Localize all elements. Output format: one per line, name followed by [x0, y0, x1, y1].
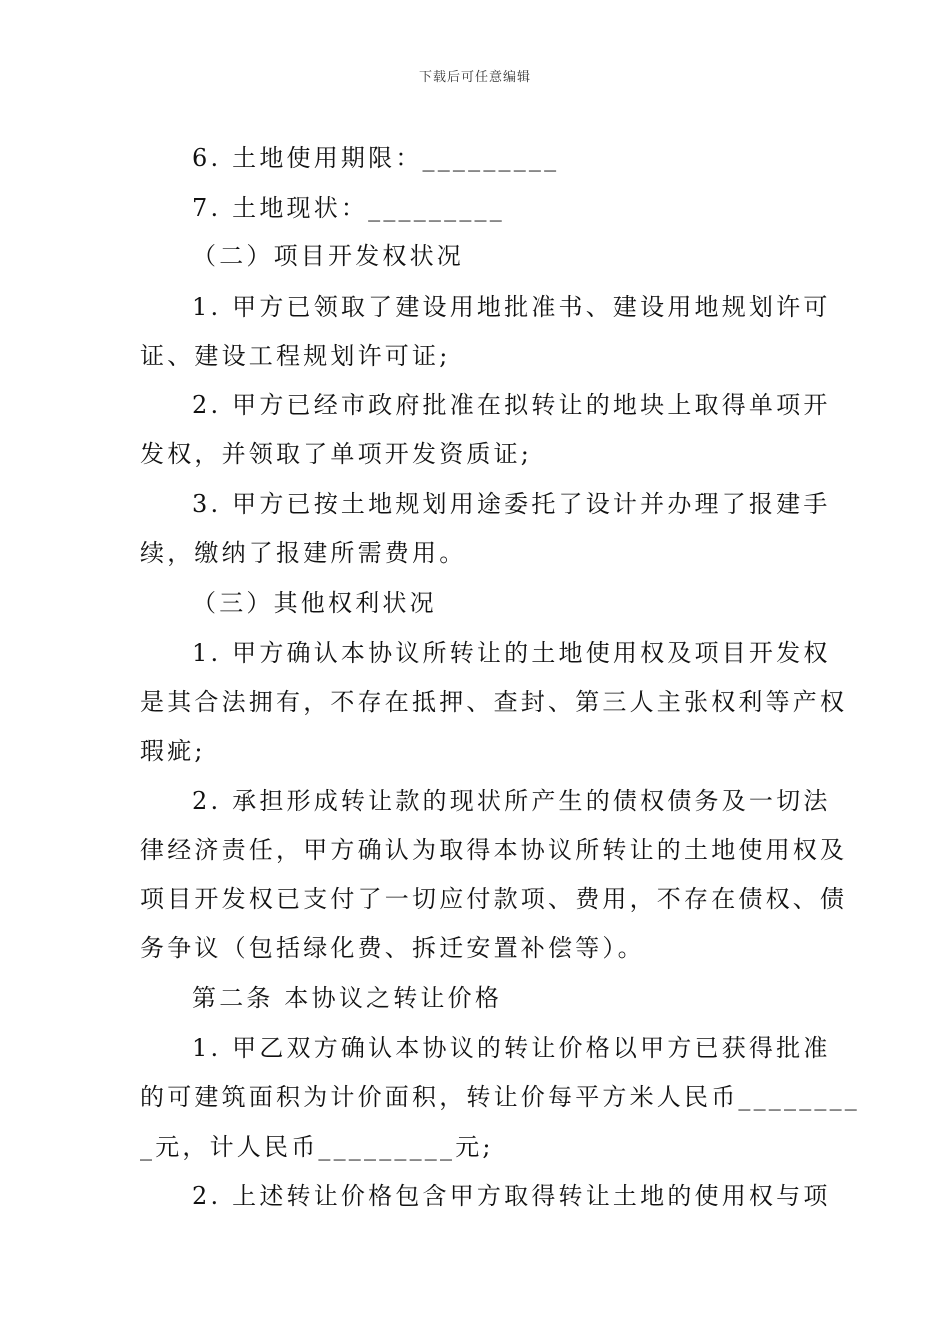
text-line: 瑕疵; [140, 737, 206, 765]
section-heading: （三）其他权利状况 [192, 589, 437, 617]
text-line: 的可建筑面积为计价面积，转让价每平方米人民币________ [140, 1083, 860, 1111]
text-line: _元，计人民币_________元; [140, 1133, 494, 1161]
text-line: 7. 土地现状：_________ [192, 194, 505, 222]
text-line: 项目开发权已支付了一切应付款项、费用，不存在债权、债 [140, 885, 848, 913]
text-line: 1. 甲乙双方确认本协议的转让价格以甲方已获得批准 [192, 1034, 831, 1062]
text-line: 务争议（包括绿化费、拆迁安置补偿等）。 [140, 934, 645, 962]
text-line: 发权，并领取了单项开发资质证; [140, 440, 533, 468]
text-line: 2. 上述转让价格包含甲方取得转让土地的使用权与项 [192, 1182, 831, 1210]
text-line: 证、建设工程规划许可证; [140, 342, 451, 370]
text-line: 2. 承担形成转让款的现状所产生的债权债务及一切法 [192, 787, 831, 815]
text-line: 续，缴纳了报建所需费用。 [140, 539, 467, 567]
section-heading: （二）项目开发权状况 [192, 242, 464, 270]
text-line: 1. 甲方确认本协议所转让的土地使用权及项目开发权 [192, 639, 831, 667]
text-line: 2. 甲方已经市政府批准在拟转让的地块上取得单项开 [192, 391, 831, 419]
text-line: 律经济责任，甲方确认为取得本协议所转让的土地使用权及 [140, 836, 848, 864]
text-line: 6. 土地使用期限：_________ [192, 144, 560, 172]
article-heading: 第二条 本协议之转让价格 [192, 984, 503, 1012]
text-line: 1. 甲方已领取了建设用地批准书、建设用地规划许可 [192, 293, 831, 321]
page-header: 下载后可任意编辑 [418, 70, 531, 85]
text-line: 3. 甲方已按土地规划用途委托了设计并办理了报建手 [192, 490, 831, 518]
text-line: 是其合法拥有，不存在抵押、查封、第三人主张权利等产权 [140, 688, 848, 716]
